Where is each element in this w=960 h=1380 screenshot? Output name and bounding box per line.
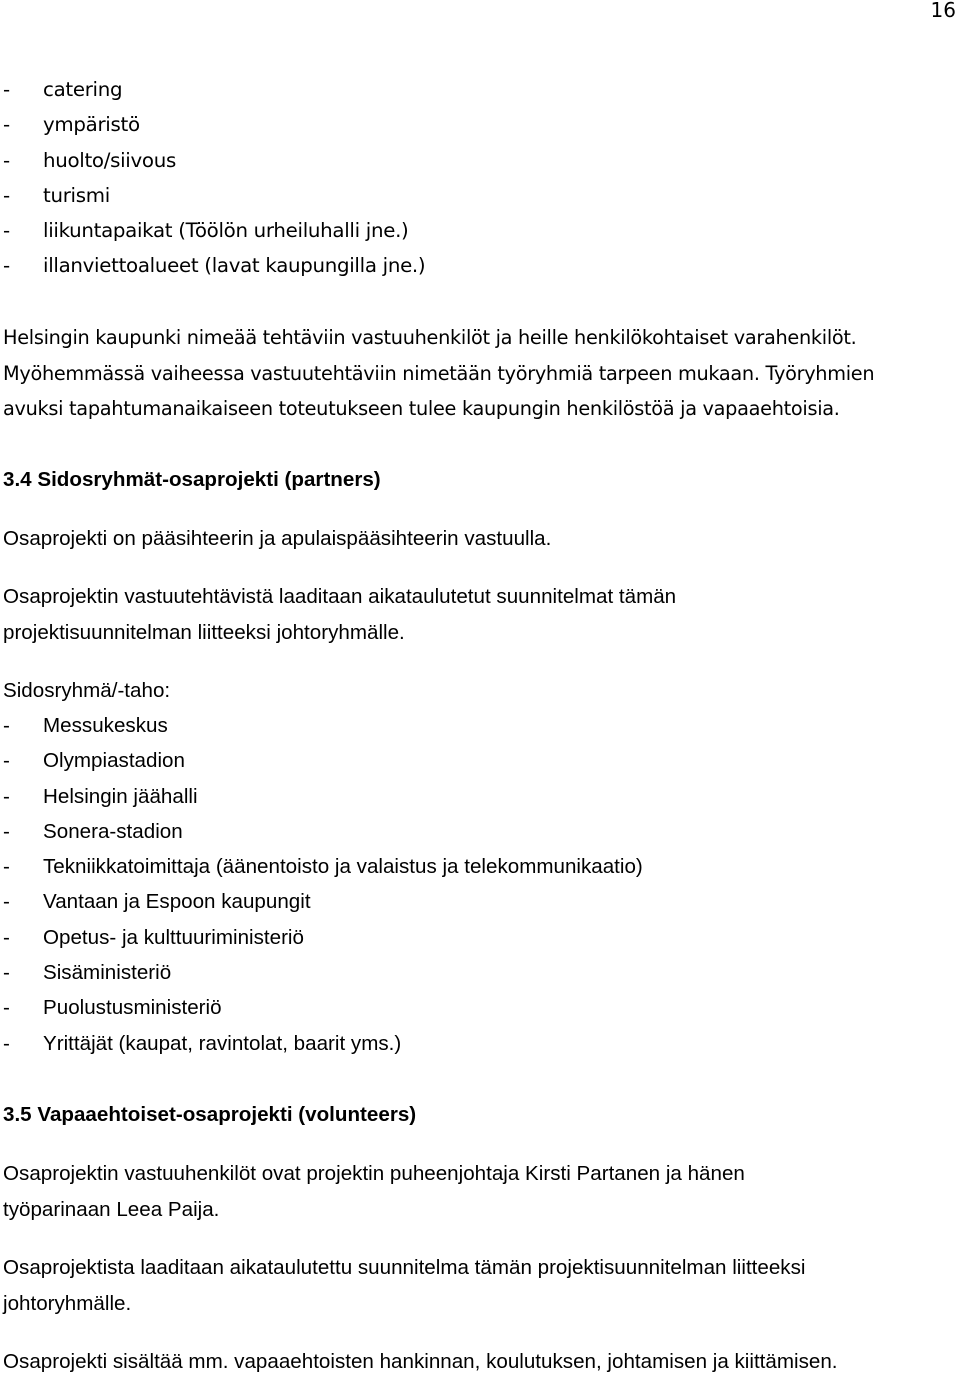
section-heading-3-4: 3.4 Sidosryhmät-osaprojekti (partners): [3, 468, 381, 491]
bullet-dash: -: [3, 890, 10, 914]
bullet-dash: -: [3, 113, 10, 137]
paragraph-line: avuksi tapahtumanaikaiseen toteutukseen tulee kaupungin henkilöstöä ja vapaaehtoisia.: [3, 397, 840, 420]
paragraph-line: projektisuunnitelman liitteeksi johtoryhmälle.: [3, 620, 405, 644]
bullet-dash: -: [3, 819, 10, 843]
paragraph-line: Osaprojektin vastuutehtävistä laaditaan aikataulutetut suunnitelmat tämän: [3, 585, 677, 608]
bullet-dash: -: [3, 714, 10, 737]
paragraph-line: Myöhemmässä vaiheessa vastuutehtäviin nimetään työryhmiä tarpeen mukaan. Työryhmien: [3, 361, 875, 385]
paragraph-line: Helsingin kaupunki nimeää tehtäviin vastuuhenkilöt ja heille henkilökohtaiset varahenkilöt.: [3, 326, 857, 349]
bullet-dash: -: [3, 855, 10, 879]
paragraph-3-5-contents: Osaprojekti sisältää mm. vapaaehtoisten hankinnan, koulutuksen, johtamisen ja kiittämisen.: [3, 1350, 838, 1373]
bullet-dash: -: [3, 961, 10, 985]
paragraph-line: johtoryhmälle.: [3, 1291, 132, 1315]
bullet-dash: -: [3, 784, 10, 808]
bullet-dash: -: [3, 78, 10, 101]
bullet-dash: -: [3, 183, 10, 207]
paragraph-3-5-responsible: [3, 1156, 959, 1227]
paragraph-responsibilities: [3, 320, 959, 427]
partners-list-label: Sidosryhmä/-taho:: [3, 679, 171, 702]
bullet-dash: -: [3, 254, 10, 278]
bullet-dash: -: [3, 749, 10, 773]
page-number: 16: [930, 0, 956, 22]
paragraph-line: työparinaan Leea Paija.: [3, 1197, 220, 1221]
paragraph-line: Osaprojektista laaditaan aikataulutettu suunnitelma tämän projektisuunnitelman liitteeksi: [3, 1256, 806, 1279]
bullet-dash: -: [3, 219, 10, 243]
paragraph-line: Osaprojektin vastuuhenkilöt ovat projektin puheenjohtaja Kirsti Partanen ja hänen: [3, 1162, 745, 1185]
bullet-dash: -: [3, 148, 10, 172]
paragraph-3-5-plan: [3, 1250, 959, 1321]
paragraph-3-4-plans: [3, 579, 959, 650]
paragraph-3-4-responsibility: Osaprojekti on pääsihteerin ja apulaispääsihteerin vastuulla.: [3, 527, 552, 550]
section-heading-3-5: 3.5 Vapaaehtoiset-osaprojekti (volunteers): [3, 1103, 417, 1126]
bullet-dash: -: [3, 1031, 10, 1055]
bullet-dash: -: [3, 925, 10, 949]
bullet-dash: -: [3, 996, 10, 1020]
